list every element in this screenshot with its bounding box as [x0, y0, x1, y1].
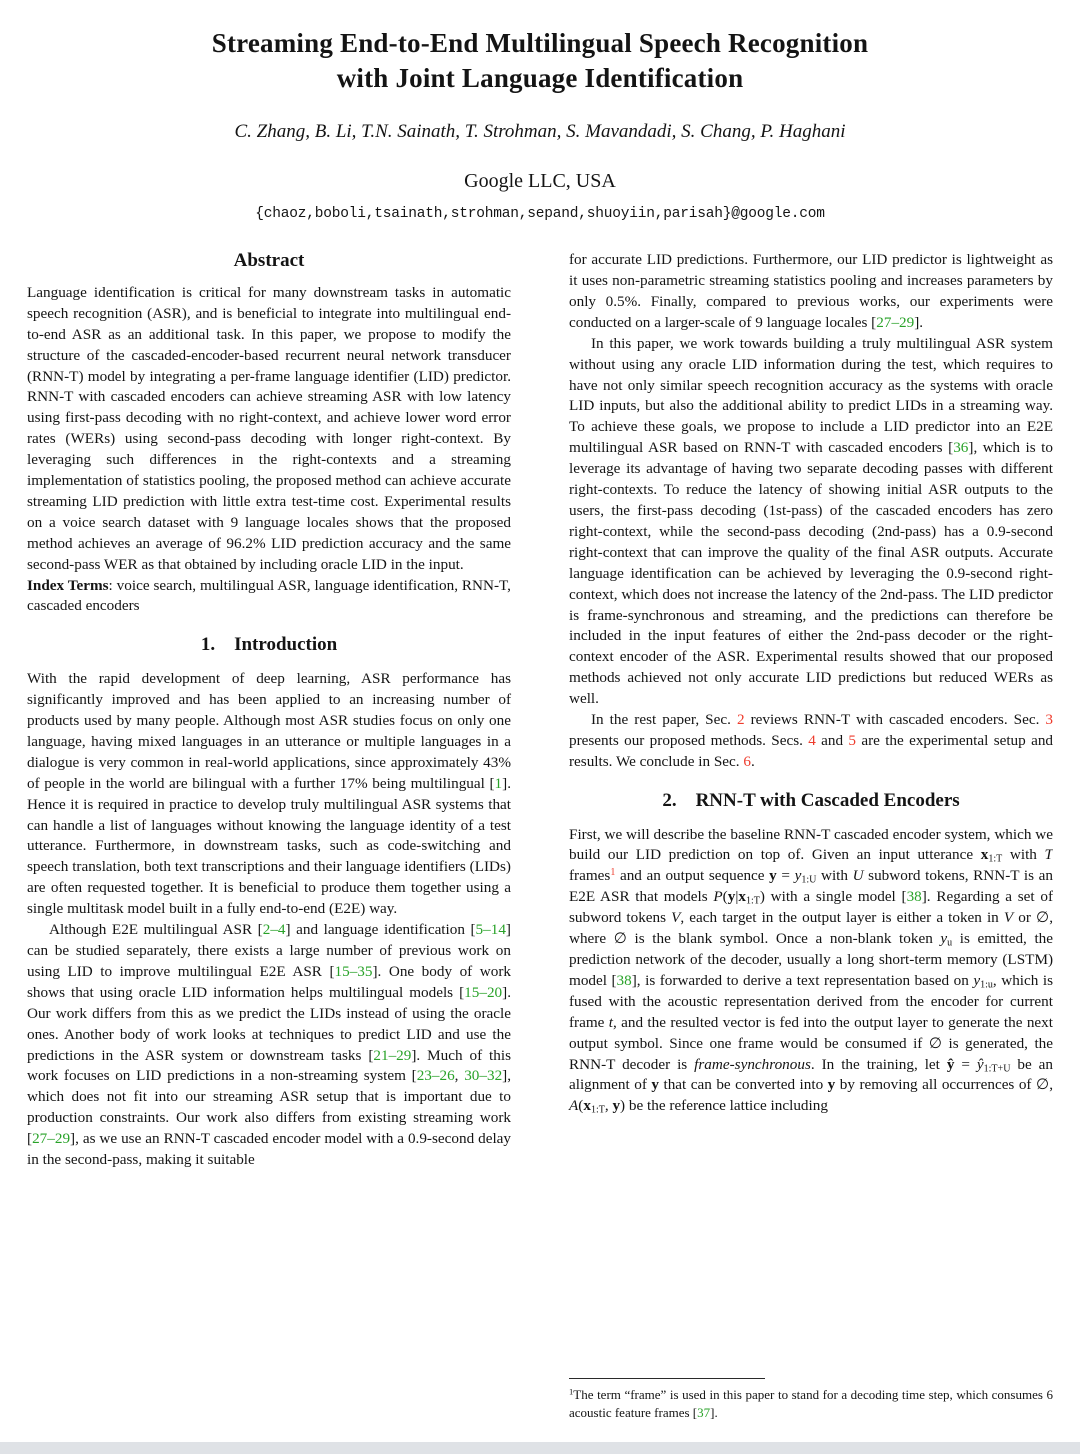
- citation-link[interactable]: 37: [697, 1404, 711, 1420]
- left-column: [27, 250, 511, 1435]
- citation-link[interactable]: 5–14: [475, 921, 506, 939]
- citation-link[interactable]: 38: [616, 971, 632, 989]
- section1-heading: 1. Introduction: [200, 634, 338, 656]
- authors-line: C. Zhang, B. Li, T.N. Sainath, T. Strohman, S. Mavandadi, S. Chang, P. Haghani: [234, 121, 846, 143]
- section-ref-link[interactable]: 5: [848, 731, 857, 749]
- citation-link[interactable]: 15–20: [464, 983, 503, 1001]
- right-column: [569, 250, 1053, 1435]
- paper-title-line2: with Joint Language Identification: [336, 62, 744, 93]
- paragraph-continuation: for accurate LID predictions. Furthermore, our LID predictor is lightweight as it uses non-parametric streaming statistics pooling and increases parameters by only 0.5%. Finally, compared to previous works, our experiments were conducted on a larger-scale of 9 language locales [27–29].: [569, 251, 1053, 331]
- paper-title-line1: Streaming End-to-End Multilingual Speech Recognition: [211, 28, 869, 58]
- paper-header: [27, 26, 1053, 222]
- citation-link[interactable]: 15–35: [334, 962, 373, 980]
- citation-link[interactable]: 2–4: [262, 921, 286, 939]
- section-ref-link[interactable]: 3: [1045, 711, 1053, 729]
- section-ref-link[interactable]: 6: [743, 752, 751, 770]
- footnote-block: [569, 1378, 1053, 1421]
- footnote-text: $^1$The term “frame” is used in this paper to stand for a decoding time step, which consumes 6 acoustic feature frames [37].: [569, 1386, 1053, 1420]
- citation-link[interactable]: 23–26: [416, 1067, 455, 1085]
- intro-paragraph-2: Although E2E multilingual ASR [2–4] and language identification [5–14] can be studied separately, there exists a large number of previous work on using LID to improve multilingual E2E ASR [15–35]. One body of work shows that using oracle LID information helps multilingual models [15–20]. Our work differs from this as we predict the LIDs instead of using the oracle ones. Another body of work looks at techniques to predict LID and use the predictions in the ASR system or downstream tasks [21–29]. Much of this work focuses on LID predictions in a non-streaming system [23–26, 30–32], which does not fit into our streaming ASR setup that is important due to production constraints. Our work also differs from existing streaming work [27–29], as we use an RNN-T cascaded encoder model with a 0.9-second delay in the second-pass, making it suitable: [27, 921, 512, 1169]
- two-column-body: [27, 250, 1053, 1435]
- footnote-rule: [569, 1378, 765, 1379]
- paragraph-this-paper: In this paper, we work towards building a truly multilingual ASR system without using any oracle LID information during the test, which requires to have not only similar speech recognition accuracy as the systems with oracle LID inputs, but also the additional ability to predict LIDs in a streaming way. To achieve these goals, we propose to include a LID predictor into an E2E multilingual ASR based on RNN-T with cascaded encoders [36], which is to leverage its advantage of having two separate decoding passes with different right-contexts. To reduce the latency of showing initial ASR outputs to the users, the first-pass decoding (1st-pass) of the cascaded encoders has zero right-context, while the second-pass decoding (2nd-pass) has a 0.9-second right-context that can improve the quality of the final ASR outputs. Accurate language identification can be achieved by leveraging the 0.9-second right-context, which does not increase the latency of the 2nd-pass. The LID predictor is frame-synchronous and streaming, and the predictions can therefore be included in the input features of either the 2nd-pass decoder or the right-context encoder of the ASR. Experimental results showed that our proposed methods achieved not only accurate LID predictions but reduced WERs as well.: [569, 334, 1053, 708]
- paragraph-outline: In the rest paper, Sec. 2 reviews RNN-T with cascaded encoders. Sec. 3 presents our proposed methods. Secs. 4 and 5 are the experimental setup and results. We conclude in Sec. 6.: [569, 711, 1053, 770]
- citation-link[interactable]: 21–29: [373, 1046, 412, 1064]
- section-ref-link[interactable]: 4: [808, 731, 816, 749]
- citation-link[interactable]: 30–32: [464, 1067, 503, 1085]
- citation-link[interactable]: 27–29: [876, 313, 915, 331]
- affiliation: Google LLC, USA: [464, 170, 616, 193]
- citation-link[interactable]: 36: [953, 439, 969, 457]
- next-page-edge: [0, 1442, 1080, 1454]
- citation-link[interactable]: 1: [494, 774, 503, 792]
- section2-heading: 2. RNN-T with Cascaded Encoders: [662, 789, 960, 811]
- abstract-heading: Abstract: [233, 250, 305, 272]
- footnote-marker-link[interactable]: 1: [610, 867, 616, 879]
- abstract-paragraph: Language identification is critical for many downstream tasks in automatic speech recognition (ASR), and is beneficial to integrate into multilingual end-to-end ASR as an additional task. In this paper, we propose to modify the structure of the cascaded-encoder-based recurrent neural network transducer (RNN-T) model by integrating a per-frame language identifier (LID) predictor. RNN-T with cascaded encoders can achieve streaming ASR with low latency using first-pass decoding with no right-context, and achieve lower word error rates (WERs) using second-pass decoding with longer right-context. By leveraging such differences in the right-contexts and a streaming implementation of statistics pooling, the proposed method can achieve accurate streaming LID prediction with little extra test-time cost. Experimental results on a voice search dataset with 9 language locales shows that the proposed method achieves an average of 96.2% LID prediction accuracy and the same second-pass WER as that obtained by including oracle LID in the input.: [27, 283, 511, 573]
- citation-link[interactable]: 38: [906, 888, 922, 906]
- section2-paragraph-1: First, we will describe the baseline RNN-T cascaded encoder system, which we build our LID prediction on top of. Given an input utterance $x_{1:T}$ with T frames$^1$ and an output sequence $y = y_{1:U}$ with U subword tokens, RNN-T is an E2E ASR that models $P(y|x_{1:T})$ with a single model [38]. Regarding a set of subword tokens V, each target in the output layer is either a token in V or ∅, where ∅ is the blank symbol. Once a non-blank token $y_u$ is emitted, the prediction network of the decoder, usually a long short-term memory (LSTM) model [38], is forwarded to derive a text representation based on $y_{1:u}$, which is fused with the acoustic representation derived from the encoder for current frame t, and the resulted vector is fed into the output layer to generate the next output symbol. Since one frame would be consumed if ∅ is generated, the RNN-T decoder is frame-synchronous. In the training, let ŷ = $ŷ_{1:T+U}$ be an alignment of y that can be converted into y by removing all occurrences of ∅, $A(x_{1:T}$, y) be the reference lattice including: [569, 825, 1053, 1116]
- section-ref-link[interactable]: 2: [736, 711, 745, 729]
- email-line: {chaoz,boboli,tsainath,strohman,sepand,shuoyiin,parisah}@google.com: [255, 206, 825, 223]
- citation-link[interactable]: 27–29: [32, 1130, 71, 1148]
- index-terms-paragraph: Index Terms: voice search, multilingual ASR, language identification, RNN-T, cascaded encoders: [27, 576, 511, 615]
- paper-title: [27, 26, 1053, 95]
- intro-paragraph-1: With the rapid development of deep learning, ASR performance has significantly improved and has been applied to an increasing number of products used by many people. Although most ASR studies focus on only one language, having mixed languages in an utterance or multiple languages in a dialogue is very common in real-world applications, since approximately 43% of people in the world are bilingual with a further 17% being multilingual [1]. Hence it is required in practice to develop truly multilingual ASR systems that can handle a list of languages without knowing the language identity of a test utterance. Furthermore, in downstream tasks, such as code-switching and speech translation, both text transcriptions and their language identifiers (LIDs) are often requested together. It is beneficial to produce them together using a single multitask model built in a fully end-to-end (E2E) way.: [27, 670, 511, 918]
